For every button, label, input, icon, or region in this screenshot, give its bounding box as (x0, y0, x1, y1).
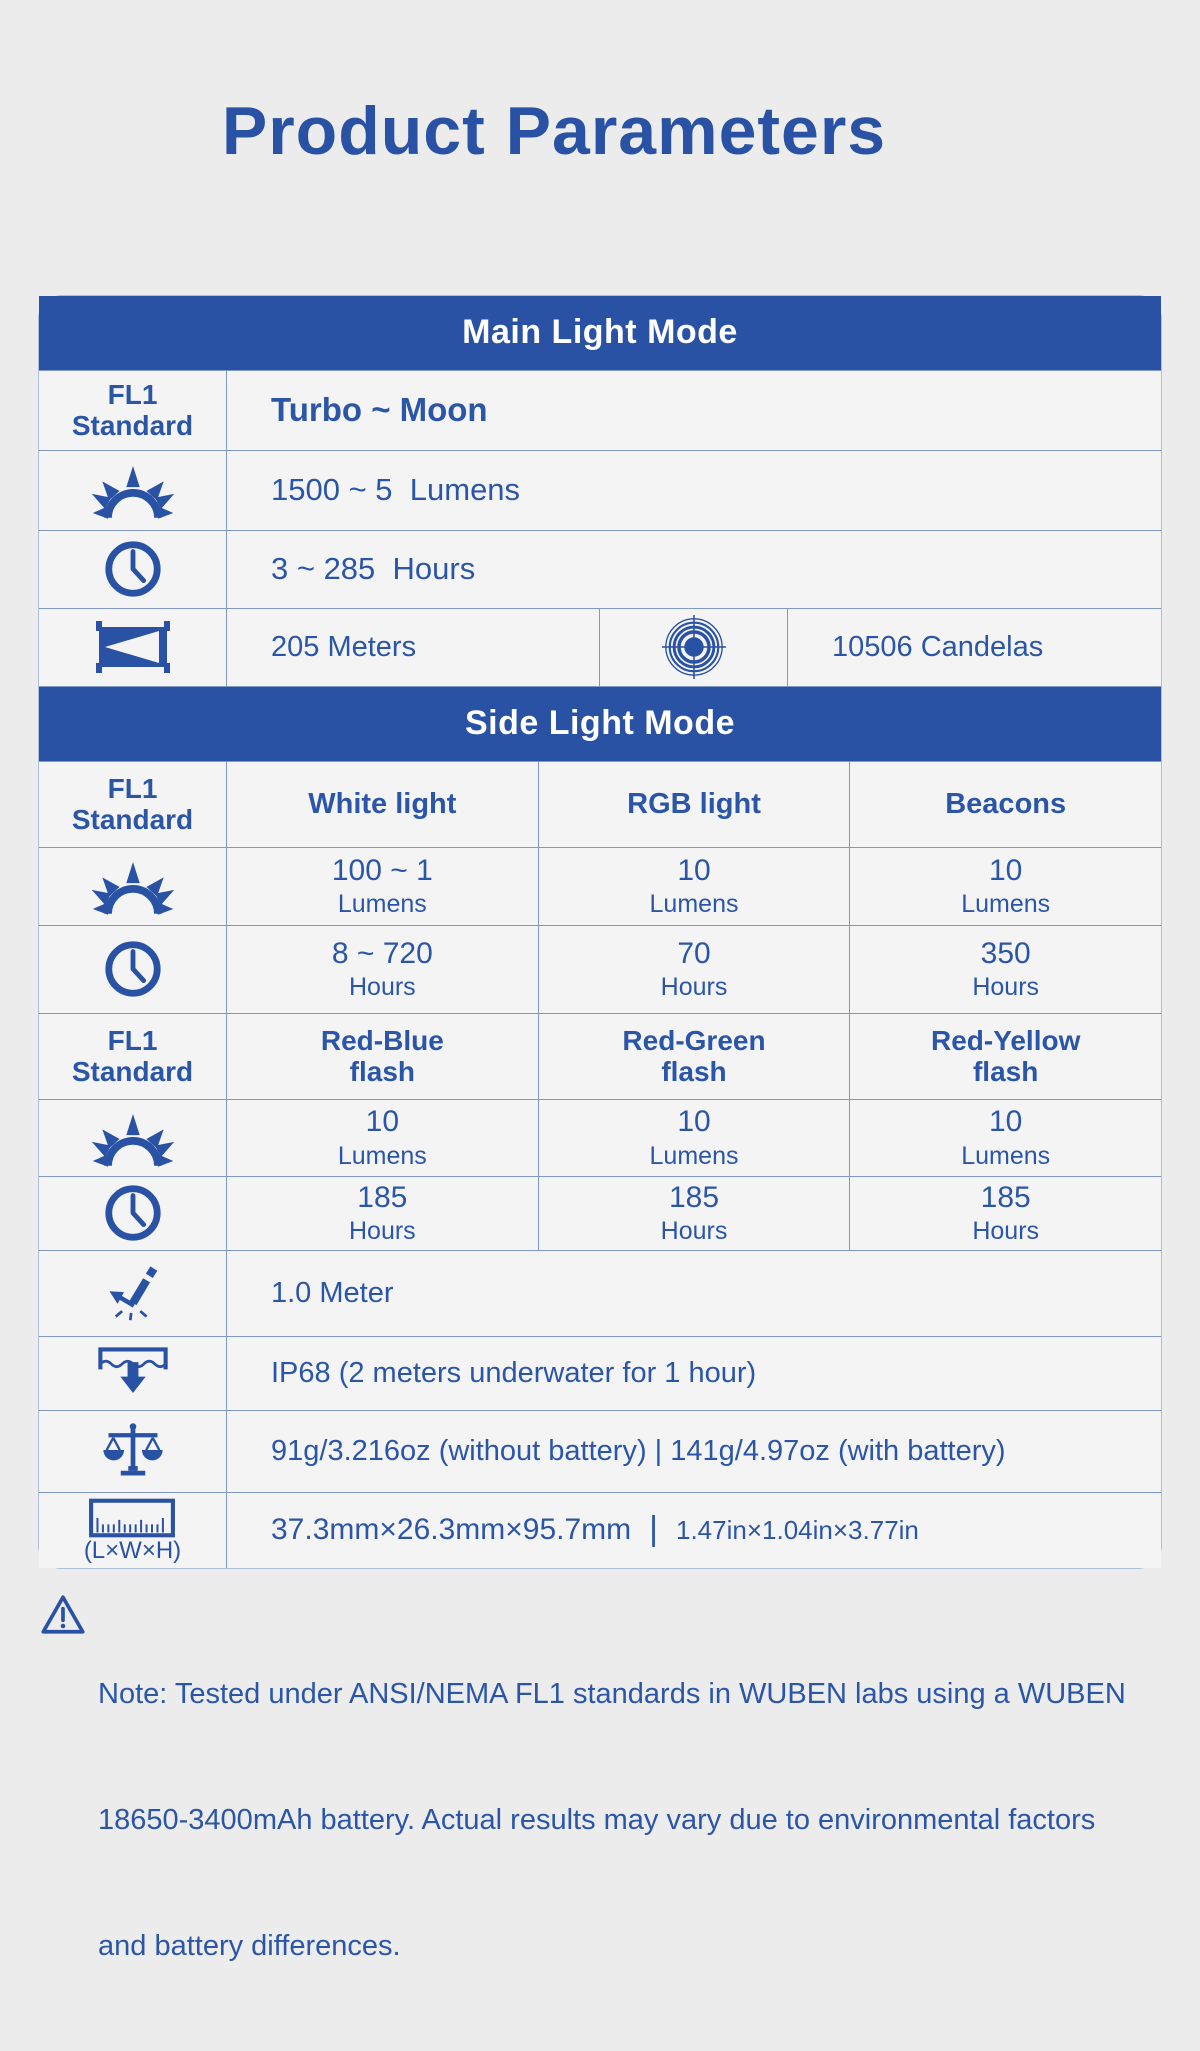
side-steady-lumens-row (39, 847, 1161, 925)
main-runtime-cell (226, 531, 1161, 608)
fl1-line2: Standard (71, 804, 194, 836)
icon-cell (39, 451, 226, 530)
footnote (40, 1589, 1170, 2051)
fl1-line2: Standard (71, 1056, 194, 1088)
white-light-lumens-cell: 100 ~ 1 Lumens (226, 848, 538, 925)
dimensions-cell (226, 1493, 1161, 1568)
waterproof-value: IP68 (2 meters underwater for 1 hour) (271, 1356, 757, 1389)
beacons-lumens-cell: 10 Lumens (849, 848, 1161, 925)
main-mode-range-row (39, 370, 1161, 450)
peak-intensity-value: 10506 Candelas (832, 630, 1044, 663)
weight-cell (226, 1411, 1161, 1492)
mode-range-cell (226, 371, 1161, 450)
clock-icon (102, 1182, 164, 1244)
icon-cell (39, 848, 226, 925)
dimensions-axis-label: (L×W×H) (83, 1536, 182, 1564)
footnote-text (98, 1589, 1126, 2051)
impact-value: 1.0 Meter (271, 1276, 394, 1309)
side-light-mode-header (39, 686, 1161, 761)
red-yellow-flash-lumens-cell: 10 Lumens (849, 1100, 1161, 1176)
beam-distance-value: 205 Meters (271, 630, 417, 663)
dimensions-mm-value: 37.3mm×26.3mm×95.7mm (271, 1513, 632, 1547)
main-runtime-row (39, 530, 1161, 608)
white-light-runtime-cell: 8 ~ 720 Hours (226, 926, 538, 1013)
dimensions-separator: | (649, 1509, 658, 1548)
icon-cell (39, 926, 226, 1013)
side-steady-runtime-row (39, 925, 1161, 1013)
impact-resistance-icon (104, 1264, 162, 1322)
column-header-red-yellow-flash: Red-Yellow flash (849, 1014, 1161, 1099)
candela-bullseye-icon (661, 614, 727, 680)
icon-cell (599, 609, 787, 686)
side-flash-lumens-row (39, 1099, 1161, 1176)
beam-distance-icon (89, 617, 177, 677)
rgb-light-runtime-cell: 70 Hours (538, 926, 850, 1013)
sun-rays-icon (87, 1106, 179, 1170)
main-lumens-cell (226, 451, 1161, 530)
icon-cell (39, 531, 226, 608)
dimensions-row (39, 1492, 1161, 1568)
main-distance-row (39, 608, 1161, 686)
sun-rays-icon (87, 458, 179, 522)
page-title: Product Parameters (221, 93, 887, 169)
dimensions-in-value: 1.47in×1.04in×3.77in (676, 1514, 919, 1545)
ruler-icon (86, 1498, 178, 1538)
icon-cell (39, 1411, 226, 1492)
sun-rays-icon (87, 854, 179, 918)
weight-value: 91g/3.216oz (without battery) | 141g/4.97oz (with battery) (271, 1434, 1006, 1467)
main-light-mode-header (39, 296, 1161, 370)
icon-cell (39, 1251, 226, 1336)
icon-cell (39, 1177, 226, 1250)
column-header-red-green-flash: Red-Green flash (538, 1014, 850, 1099)
icon-cell (39, 1337, 226, 1410)
fl1-standard-label (39, 762, 226, 847)
waterproof-row (39, 1336, 1161, 1410)
red-blue-flash-lumens-cell: 10 Lumens (226, 1100, 538, 1176)
waterproof-cell (226, 1337, 1161, 1410)
main-lumens-value: 1500 ~ 5 Lumens (271, 472, 521, 508)
beam-distance-cell (226, 609, 599, 686)
fl1-line1: FL1 (107, 772, 158, 804)
column-header-rgb-light: RGB light (538, 762, 850, 847)
fl1-line1: FL1 (107, 378, 158, 410)
peak-intensity-cell (787, 609, 1161, 686)
fl1-standard-label (39, 1014, 226, 1099)
impact-cell (226, 1251, 1161, 1336)
icon-cell (39, 609, 226, 686)
product-parameters-table (38, 295, 1162, 1569)
main-runtime-value: 3 ~ 285 Hours (271, 551, 476, 587)
warning-triangle-icon (40, 1593, 86, 1636)
fl1-line2: Standard (71, 410, 194, 442)
side-steady-header-row (39, 761, 1161, 847)
red-green-flash-runtime-cell: 185 Hours (538, 1177, 850, 1250)
column-header-red-blue-flash: Red-Blue flash (226, 1014, 538, 1099)
red-yellow-flash-runtime-cell: 185 Hours (849, 1177, 1161, 1250)
icon-cell (39, 1100, 226, 1176)
clock-icon (102, 938, 164, 1000)
fl1-line1: FL1 (107, 1024, 158, 1056)
submersion-arrow-icon (93, 1344, 173, 1402)
column-header-white-light: White light (226, 762, 538, 847)
fl1-standard-label (39, 371, 226, 450)
side-flash-runtime-row (39, 1176, 1161, 1250)
weight-row (39, 1410, 1161, 1492)
rgb-light-lumens-cell: 10 Lumens (538, 848, 850, 925)
mode-range-value: Turbo ~ Moon (271, 391, 488, 429)
column-header-beacons: Beacons (849, 762, 1161, 847)
red-blue-flash-runtime-cell: 185 Hours (226, 1177, 538, 1250)
side-flash-header-row (39, 1013, 1161, 1099)
side-light-mode-title: Side Light Mode (464, 704, 736, 743)
impact-row (39, 1250, 1161, 1336)
clock-icon (102, 538, 164, 600)
icon-cell (39, 1493, 226, 1568)
footnote-line: Note: Tested under ANSI/NEMA FL1 standards in WUBEN labs using a WUBEN (98, 1677, 1126, 1710)
footnote-line: 18650-3400mAh battery. Actual results may vary due to environmental factors (98, 1803, 1096, 1836)
beacons-runtime-cell: 350 Hours (849, 926, 1161, 1013)
main-lumens-row (39, 450, 1161, 530)
balance-scale-icon (101, 1420, 165, 1482)
main-light-mode-title: Main Light Mode (462, 313, 738, 352)
red-green-flash-lumens-cell: 10 Lumens (538, 1100, 850, 1176)
footnote-line: and battery differences. (98, 1929, 401, 1962)
